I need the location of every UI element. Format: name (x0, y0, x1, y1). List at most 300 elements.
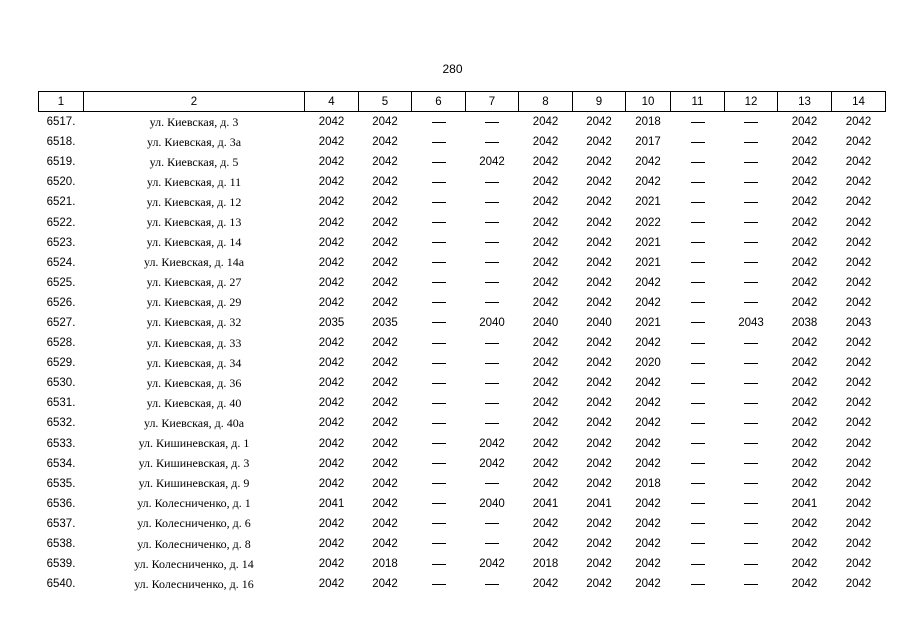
cell-col-6 (412, 293, 466, 313)
row-number: 6520. (46, 176, 76, 189)
row-number: 6522. (46, 216, 76, 229)
cell-col-5: 2042 (372, 457, 398, 470)
cell-col-9: 2042 (586, 538, 612, 551)
cell-col-5: 2042 (372, 276, 398, 289)
cell-col-10: 2042 (635, 337, 661, 350)
cell-col-9: 2042 (586, 477, 612, 490)
cell-col-4: 2042 (318, 457, 345, 470)
dash-mark (744, 222, 758, 223)
cell-col-9: 2042 (586, 578, 612, 591)
cell-col-5: 2042 (372, 296, 398, 309)
cell-col-11 (671, 514, 725, 534)
row-number: 6524. (46, 256, 76, 269)
cell-col-7 (466, 393, 519, 413)
cell-col-13: 2042 (791, 236, 818, 249)
cell-col-7 (466, 413, 519, 433)
row-address: ул. Кишиневская, д. 9 (138, 476, 250, 491)
cell-col-10: 2042 (635, 296, 661, 309)
dash-mark (485, 222, 499, 223)
cell-col-8: 2042 (532, 477, 559, 490)
table-row (39, 132, 886, 152)
cell-col-7: 2042 (479, 437, 505, 450)
dash-mark (691, 242, 705, 243)
cell-col-12 (725, 494, 778, 514)
cell-col-12 (725, 413, 778, 433)
cell-col-10: 2042 (635, 276, 661, 289)
cell-col-14: 2042 (845, 136, 872, 149)
cell-col-5: 2042 (372, 176, 398, 189)
cell-col-4: 2042 (318, 377, 345, 390)
cell-col-13: 2042 (791, 457, 818, 470)
cell-col-5: 2042 (372, 538, 398, 551)
dash-mark (744, 403, 758, 404)
cell-col-11 (671, 574, 725, 594)
cell-col-13: 2042 (791, 357, 818, 370)
cell-col-12 (725, 152, 778, 172)
dash-mark (691, 523, 705, 524)
cell-col-13: 2042 (791, 196, 818, 209)
cell-col-7 (466, 474, 519, 494)
cell-col-5: 2035 (372, 316, 398, 329)
column-header-4: 4 (305, 92, 359, 112)
row-address: ул. Киевская, д. 40а (143, 415, 245, 430)
row-number: 6540. (46, 578, 76, 591)
dash-mark (744, 242, 758, 243)
table-row (39, 494, 886, 514)
cell-col-8: 2041 (532, 497, 559, 510)
cell-col-7 (466, 293, 519, 313)
cell-col-10: 2042 (635, 417, 661, 430)
cell-col-4: 2042 (318, 558, 345, 571)
row-number: 6532. (46, 417, 76, 430)
cell-col-13: 2042 (791, 417, 818, 430)
cell-col-14: 2042 (845, 558, 872, 571)
cell-col-4: 2042 (318, 437, 345, 450)
dash-mark (432, 202, 446, 203)
row-address: ул. Киевская, д. 14а (143, 255, 245, 270)
cell-col-8: 2040 (532, 316, 559, 329)
cell-col-13: 2042 (791, 136, 818, 149)
cell-col-14: 2042 (845, 156, 872, 169)
column-header-7: 7 (466, 92, 519, 112)
cell-col-13: 2042 (791, 538, 818, 551)
cell-col-6 (412, 172, 466, 192)
dash-mark (432, 523, 446, 524)
cell-col-7 (466, 574, 519, 594)
table-row (39, 233, 886, 253)
row-address: ул. Кишиневская, д. 1 (138, 436, 250, 451)
cell-col-6 (412, 233, 466, 253)
cell-col-9: 2042 (586, 176, 612, 189)
cell-col-14: 2042 (845, 296, 872, 309)
cell-col-5: 2042 (372, 196, 398, 209)
cell-col-12 (725, 212, 778, 232)
column-header-13: 13 (778, 92, 832, 112)
cell-col-6 (412, 574, 466, 594)
cell-col-9: 2042 (586, 377, 612, 390)
cell-col-8: 2042 (532, 196, 559, 209)
cell-col-4: 2042 (318, 337, 345, 350)
row-number: 6517. (46, 116, 76, 129)
cell-col-9: 2042 (586, 196, 612, 209)
cell-col-7 (466, 132, 519, 152)
dash-mark (485, 383, 499, 384)
cell-col-4: 2042 (318, 517, 345, 530)
row-number: 6518. (46, 136, 76, 149)
dash-mark (744, 363, 758, 364)
column-header-6: 6 (412, 92, 466, 112)
cell-col-4: 2042 (318, 216, 345, 229)
cell-col-7 (466, 514, 519, 534)
cell-col-6 (412, 333, 466, 353)
dash-mark (744, 282, 758, 283)
table-row (39, 313, 886, 333)
table-row (39, 454, 886, 474)
row-number: 6529. (46, 357, 76, 370)
cell-col-14: 2042 (845, 538, 872, 551)
cell-col-6 (412, 554, 466, 574)
dash-mark (744, 162, 758, 163)
cell-col-10: 2042 (635, 377, 661, 390)
dash-mark (432, 383, 446, 384)
cell-col-5: 2042 (372, 437, 398, 450)
cell-col-8: 2042 (532, 397, 559, 410)
cell-col-12: 2043 (738, 316, 764, 329)
dash-mark (691, 584, 705, 585)
cell-col-12 (725, 293, 778, 313)
dash-mark (744, 343, 758, 344)
cell-col-9: 2042 (586, 437, 612, 450)
dash-mark (744, 202, 758, 203)
dash-mark (432, 403, 446, 404)
cell-col-13: 2042 (791, 176, 818, 189)
cell-col-14: 2042 (845, 116, 872, 129)
cell-col-11 (671, 212, 725, 232)
table-row (39, 534, 886, 554)
row-number: 6531. (46, 397, 76, 410)
cell-col-10: 2021 (635, 196, 661, 209)
cell-col-9: 2042 (586, 457, 612, 470)
row-number: 6521. (46, 196, 76, 209)
dash-mark (432, 343, 446, 344)
cell-col-13: 2042 (791, 517, 818, 530)
cell-col-11 (671, 172, 725, 192)
cell-col-11 (671, 152, 725, 172)
dash-mark (691, 543, 705, 544)
dash-mark (691, 122, 705, 123)
cell-col-6 (412, 353, 466, 373)
cell-col-6 (412, 434, 466, 454)
cell-col-14: 2042 (845, 276, 872, 289)
cell-col-10: 2017 (635, 136, 661, 149)
dash-mark (485, 403, 499, 404)
cell-col-5: 2042 (372, 216, 398, 229)
cell-col-10: 2021 (635, 256, 661, 269)
cell-col-12 (725, 353, 778, 373)
cell-col-12 (725, 333, 778, 353)
dash-mark (485, 282, 499, 283)
cell-col-8: 2042 (532, 136, 559, 149)
cell-col-8: 2042 (532, 176, 559, 189)
dash-mark (744, 564, 758, 565)
cell-col-13: 2042 (791, 256, 818, 269)
dash-mark (744, 483, 758, 484)
cell-col-14: 2042 (845, 357, 872, 370)
dash-mark (485, 182, 499, 183)
row-number: 6537. (46, 517, 76, 530)
cell-col-4: 2042 (318, 256, 345, 269)
cell-col-7 (466, 373, 519, 393)
cell-col-8: 2042 (532, 578, 559, 591)
cell-col-11 (671, 434, 725, 454)
row-number: 6536. (46, 497, 76, 510)
column-header-1: 1 (39, 92, 84, 112)
row-number: 6534. (46, 457, 76, 470)
column-header-5: 5 (359, 92, 412, 112)
cell-col-12 (725, 373, 778, 393)
dash-mark (485, 202, 499, 203)
dash-mark (744, 443, 758, 444)
dash-mark (485, 423, 499, 424)
table-row (39, 112, 886, 133)
column-header-9: 9 (573, 92, 626, 112)
table-row (39, 474, 886, 494)
row-address: ул. Киевская, д. 40 (146, 395, 242, 410)
table-row (39, 273, 886, 293)
row-number: 6530. (46, 377, 76, 390)
row-address: ул. Киевская, д. 33 (146, 335, 242, 350)
cell-col-7 (466, 112, 519, 133)
row-number: 6527. (46, 316, 76, 329)
cell-col-6 (412, 273, 466, 293)
table-row (39, 172, 886, 192)
table-body (39, 112, 886, 595)
dash-mark (691, 383, 705, 384)
cell-col-12 (725, 514, 778, 534)
cell-col-14: 2042 (845, 497, 872, 510)
cell-col-8: 2042 (532, 357, 559, 370)
cell-col-14: 2042 (845, 437, 872, 450)
dash-mark (744, 523, 758, 524)
cell-col-12 (725, 132, 778, 152)
dash-mark (432, 423, 446, 424)
row-address: ул. Киевская, д. 32 (146, 315, 242, 330)
cell-col-12 (725, 233, 778, 253)
dash-mark (691, 222, 705, 223)
cell-col-14: 2042 (845, 176, 872, 189)
column-header-12: 12 (725, 92, 778, 112)
cell-col-13: 2042 (791, 337, 818, 350)
dash-mark (485, 483, 499, 484)
cell-col-12 (725, 554, 778, 574)
cell-col-10: 2042 (635, 397, 661, 410)
dash-mark (744, 463, 758, 464)
row-address: ул. Киевская, д. 11 (146, 174, 242, 189)
cell-col-8: 2042 (532, 417, 559, 430)
cell-col-8: 2042 (532, 457, 559, 470)
cell-col-8: 2042 (532, 337, 559, 350)
cell-col-5: 2042 (372, 497, 398, 510)
cell-col-4: 2042 (318, 477, 345, 490)
cell-col-7: 2042 (479, 457, 505, 470)
dash-mark (691, 142, 705, 143)
dash-mark (744, 182, 758, 183)
cell-col-8: 2018 (532, 558, 559, 571)
dash-mark (691, 463, 705, 464)
cell-col-9: 2042 (586, 417, 612, 430)
cell-col-10: 2042 (635, 156, 661, 169)
row-number: 6528. (46, 337, 76, 350)
cell-col-14: 2042 (845, 397, 872, 410)
row-number: 6539. (46, 558, 76, 571)
cell-col-8: 2042 (532, 437, 559, 450)
cell-col-11 (671, 534, 725, 554)
cell-col-7 (466, 192, 519, 212)
row-address: ул. Колесниченко, д. 16 (134, 576, 254, 591)
cell-col-4: 2042 (318, 357, 345, 370)
cell-col-10: 2042 (635, 176, 661, 189)
cell-col-9: 2042 (586, 256, 612, 269)
cell-col-11 (671, 333, 725, 353)
table-header-row (39, 92, 886, 112)
cell-col-11 (671, 233, 725, 253)
cell-col-9: 2042 (586, 236, 612, 249)
cell-col-12 (725, 474, 778, 494)
cell-col-4: 2042 (318, 417, 345, 430)
cell-col-9: 2042 (586, 276, 612, 289)
cell-col-5: 2042 (372, 256, 398, 269)
cell-col-10: 2021 (635, 236, 661, 249)
cell-col-13: 2042 (791, 477, 818, 490)
cell-col-9: 2042 (586, 116, 612, 129)
dash-mark (432, 322, 446, 323)
cell-col-5: 2042 (372, 116, 398, 129)
cell-col-11 (671, 373, 725, 393)
cell-col-11 (671, 474, 725, 494)
table-row (39, 212, 886, 232)
cell-col-5: 2042 (372, 337, 398, 350)
cell-col-14: 2042 (845, 236, 872, 249)
cell-col-7: 2042 (479, 558, 505, 571)
cell-col-8: 2042 (532, 256, 559, 269)
cell-col-8: 2042 (532, 377, 559, 390)
table-row (39, 253, 886, 273)
cell-col-8: 2042 (532, 517, 559, 530)
cell-col-8: 2042 (532, 156, 559, 169)
cell-col-4: 2042 (318, 296, 345, 309)
row-address: ул. Колесниченко, д. 14 (134, 556, 254, 571)
cell-col-12 (725, 253, 778, 273)
column-header-10: 10 (626, 92, 671, 112)
cell-col-6 (412, 373, 466, 393)
dash-mark (691, 443, 705, 444)
table-row (39, 152, 886, 172)
cell-col-10: 2042 (635, 538, 661, 551)
dash-mark (691, 282, 705, 283)
cell-col-4: 2042 (318, 276, 345, 289)
cell-col-7 (466, 233, 519, 253)
cell-col-10: 2018 (635, 116, 661, 129)
table-row (39, 413, 886, 433)
cell-col-9: 2042 (586, 216, 612, 229)
cell-col-10: 2042 (635, 437, 661, 450)
row-number: 6533. (46, 437, 76, 450)
row-address: ул. Киевская, д. 3 (149, 114, 239, 129)
row-address: ул. Киевская, д. 34 (146, 355, 242, 370)
dash-mark (432, 122, 446, 123)
table-row (39, 333, 886, 353)
cell-col-6 (412, 253, 466, 273)
dash-mark (485, 142, 499, 143)
row-number: 6535. (46, 477, 76, 490)
dash-mark (432, 262, 446, 263)
row-address: ул. Киевская, д. 14 (146, 235, 242, 250)
table-row (39, 192, 886, 212)
table-row (39, 434, 886, 454)
cell-col-12 (725, 534, 778, 554)
dash-mark (485, 242, 499, 243)
cell-col-5: 2042 (372, 156, 398, 169)
cell-col-7 (466, 212, 519, 232)
cell-col-4: 2042 (318, 397, 345, 410)
dash-mark (691, 322, 705, 323)
cell-col-9: 2042 (586, 156, 612, 169)
cell-col-13: 2042 (791, 578, 818, 591)
row-address: ул. Киевская, д. 3а (146, 134, 242, 149)
dash-mark (432, 182, 446, 183)
dash-mark (432, 242, 446, 243)
row-address: ул. Кишиневская, д. 3 (138, 456, 250, 471)
row-address: ул. Киевская, д. 5 (149, 154, 239, 169)
dash-mark (432, 142, 446, 143)
cell-col-14: 2042 (845, 578, 872, 591)
dash-mark (691, 302, 705, 303)
dash-mark (432, 363, 446, 364)
dash-mark (485, 262, 499, 263)
cell-col-5: 2042 (372, 357, 398, 370)
cell-col-4: 2042 (318, 538, 345, 551)
cell-col-4: 2042 (318, 156, 345, 169)
dash-mark (744, 262, 758, 263)
cell-col-10: 2042 (635, 517, 661, 530)
cell-col-6 (412, 514, 466, 534)
cell-col-4: 2042 (318, 196, 345, 209)
cell-col-7: 2040 (479, 316, 505, 329)
cell-col-8: 2042 (532, 116, 559, 129)
dash-mark (744, 142, 758, 143)
cell-col-13: 2042 (791, 397, 818, 410)
row-number: 6538. (46, 538, 76, 551)
cell-col-12 (725, 172, 778, 192)
cell-col-6 (412, 132, 466, 152)
cell-col-13: 2042 (791, 116, 818, 129)
cell-col-11 (671, 112, 725, 133)
cell-col-4: 2042 (318, 236, 345, 249)
cell-col-8: 2042 (532, 296, 559, 309)
cell-col-6 (412, 534, 466, 554)
cell-col-11 (671, 393, 725, 413)
cell-col-5: 2042 (372, 397, 398, 410)
cell-col-7 (466, 353, 519, 373)
column-header-14: 14 (832, 92, 886, 112)
cell-col-6 (412, 413, 466, 433)
cell-col-4: 2035 (318, 316, 345, 329)
cell-col-11 (671, 554, 725, 574)
dash-mark (432, 222, 446, 223)
cell-col-14: 2043 (845, 316, 872, 329)
cell-col-8: 2042 (532, 216, 559, 229)
cell-col-11 (671, 494, 725, 514)
